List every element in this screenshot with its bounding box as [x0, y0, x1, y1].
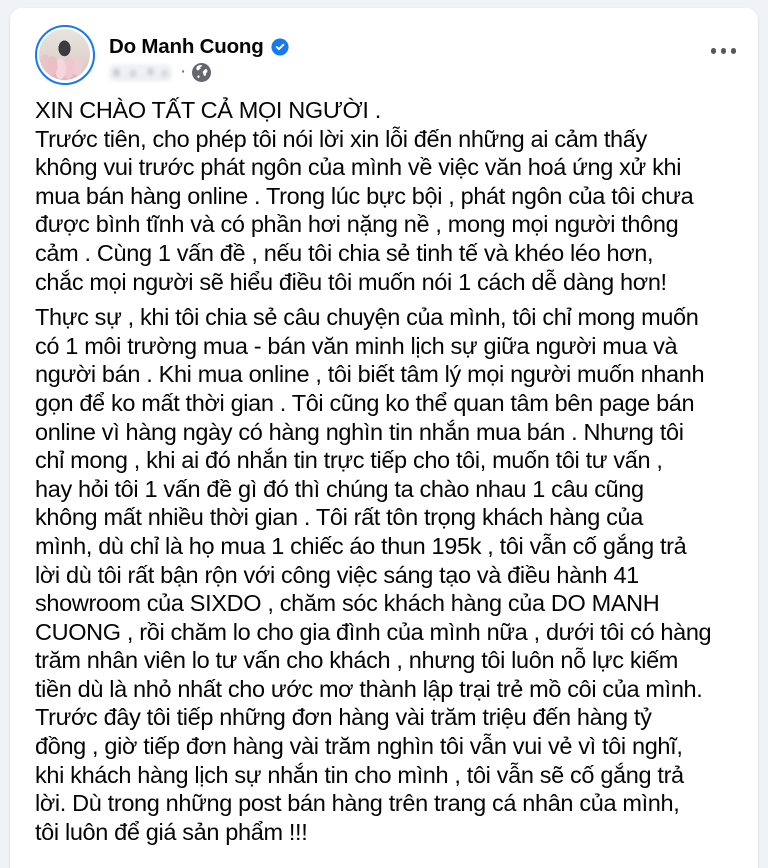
post-text-line: được bình tĩnh và có phần hơi nặng nề , mong mọi người thông — [35, 211, 679, 238]
post-text-line: tiền dù là nhỏ nhất cho ước mơ thành lập trại trẻ mồ côi của mình. — [35, 675, 703, 702]
post-header-info — [109, 34, 705, 82]
meta-separator: · — [180, 61, 187, 82]
post-text-line: showroom của SIXDO , chăm sóc khách hàng của DO MANH — [35, 590, 660, 617]
post-text-line: đồng , giờ tiếp đơn hàng vài trăm nghìn tôi vẫn vui vẻ vì tôi nghĩ, — [35, 733, 683, 760]
post-text-line: không vui trước phát ngôn của mình về việc văn hoá ứng xử khi — [35, 154, 682, 181]
post-options-button[interactable] — [705, 38, 743, 64]
post-text-line: Thực sự , khi tôi chia sẻ câu chuyện của mình, tôi chỉ mong muốn — [35, 304, 699, 331]
post-text-line: trăm nhân viên lo tư vấn cho khách , nhưng tôi luôn nỗ lực kiếm — [35, 647, 679, 674]
ellipsis-dot — [731, 48, 737, 54]
author-name[interactable]: Do Manh Cuong — [109, 35, 264, 58]
post-text-line: online vì hàng ngày có hàng nghìn tin nhắn mua bán . Nhưng tôi — [35, 418, 684, 445]
post-text-line: chỉ mong , khi ai đó nhắn tin trực tiếp cho tôi, muốn tôi tư vấn , — [35, 447, 663, 474]
avatar-photo — [39, 29, 90, 80]
post-text-line: Trước tiên, cho phép tôi nói lời xin lỗi đến những ai cảm thấy — [35, 125, 647, 152]
timestamp-redacted[interactable] — [109, 64, 172, 81]
post-text-line: mua bán hàng online . Trong lúc bực bội , phát ngôn của tôi chưa — [35, 182, 694, 209]
post-text-line: khi khách hàng lịch sự nhắn tin cho mình , tôi vẫn sẽ cố gắng trả — [35, 761, 684, 788]
post-text-line: lời. Dù trong những post bán hàng trên trang cá nhân của mình, — [35, 790, 680, 817]
post-text-line: CUONG , rồi chăm lo cho gia đình của mình nữa , dưới tôi có hàng — [35, 618, 712, 645]
post-text-line: chắc mọi người sẽ hiểu điều tôi muốn nói 1 cách dễ dàng hơn! — [35, 268, 667, 295]
post-header — [10, 8, 758, 85]
facebook-post-card — [10, 8, 758, 868]
post-paragraph — [35, 303, 738, 846]
author-name-row — [109, 34, 705, 59]
post-text-line: XIN CHÀO TẤT CẢ MỌI NGƯỜI . — [35, 97, 381, 123]
post-text-line: tôi luôn để giá sản phẩm !!! — [35, 818, 308, 845]
post-text-line: cảm . Cùng 1 vấn đề , nếu tôi chia sẻ tinh tế và khéo léo hơn, — [35, 239, 654, 266]
post-text-line: có 1 môi trường mua - bán văn minh lịch sự giữa người mua và — [35, 332, 678, 359]
post-text-line: Trước đây tôi tiếp những đơn hàng vài trăm triệu đến hàng tỷ — [35, 704, 652, 731]
ellipsis-dot — [721, 48, 727, 54]
avatar[interactable] — [35, 25, 95, 85]
post-text — [10, 96, 758, 846]
post-text-line: hay hỏi tôi 1 vấn đề gì đó thì chúng ta chào nhau 1 câu cũng — [35, 475, 644, 502]
post-meta-row — [109, 62, 705, 82]
post-text-line: mình, dù chỉ là họ mua 1 chiếc áo thun 195k , tôi vẫn cố gắng trả — [35, 532, 687, 559]
post-text-line: lời dù tôi rất bận rộn với công việc sáng tạo và điều hành 41 — [35, 561, 639, 588]
post-text-line: không mất nhiều thời gian . Tôi rất tôn trọng khách hàng của — [35, 504, 643, 531]
post-text-line: người bán . Khi mua online , tôi biết tâm lý mọi người muốn nhanh — [35, 361, 705, 388]
globe-privacy-icon — [192, 63, 211, 82]
ellipsis-dot — [711, 48, 717, 54]
post-paragraph — [35, 96, 738, 296]
post-text-line: gọn để ko mất thời gian . Tôi cũng ko thể quan tâm bên page bán — [35, 389, 695, 416]
verified-badge-icon — [271, 38, 289, 56]
